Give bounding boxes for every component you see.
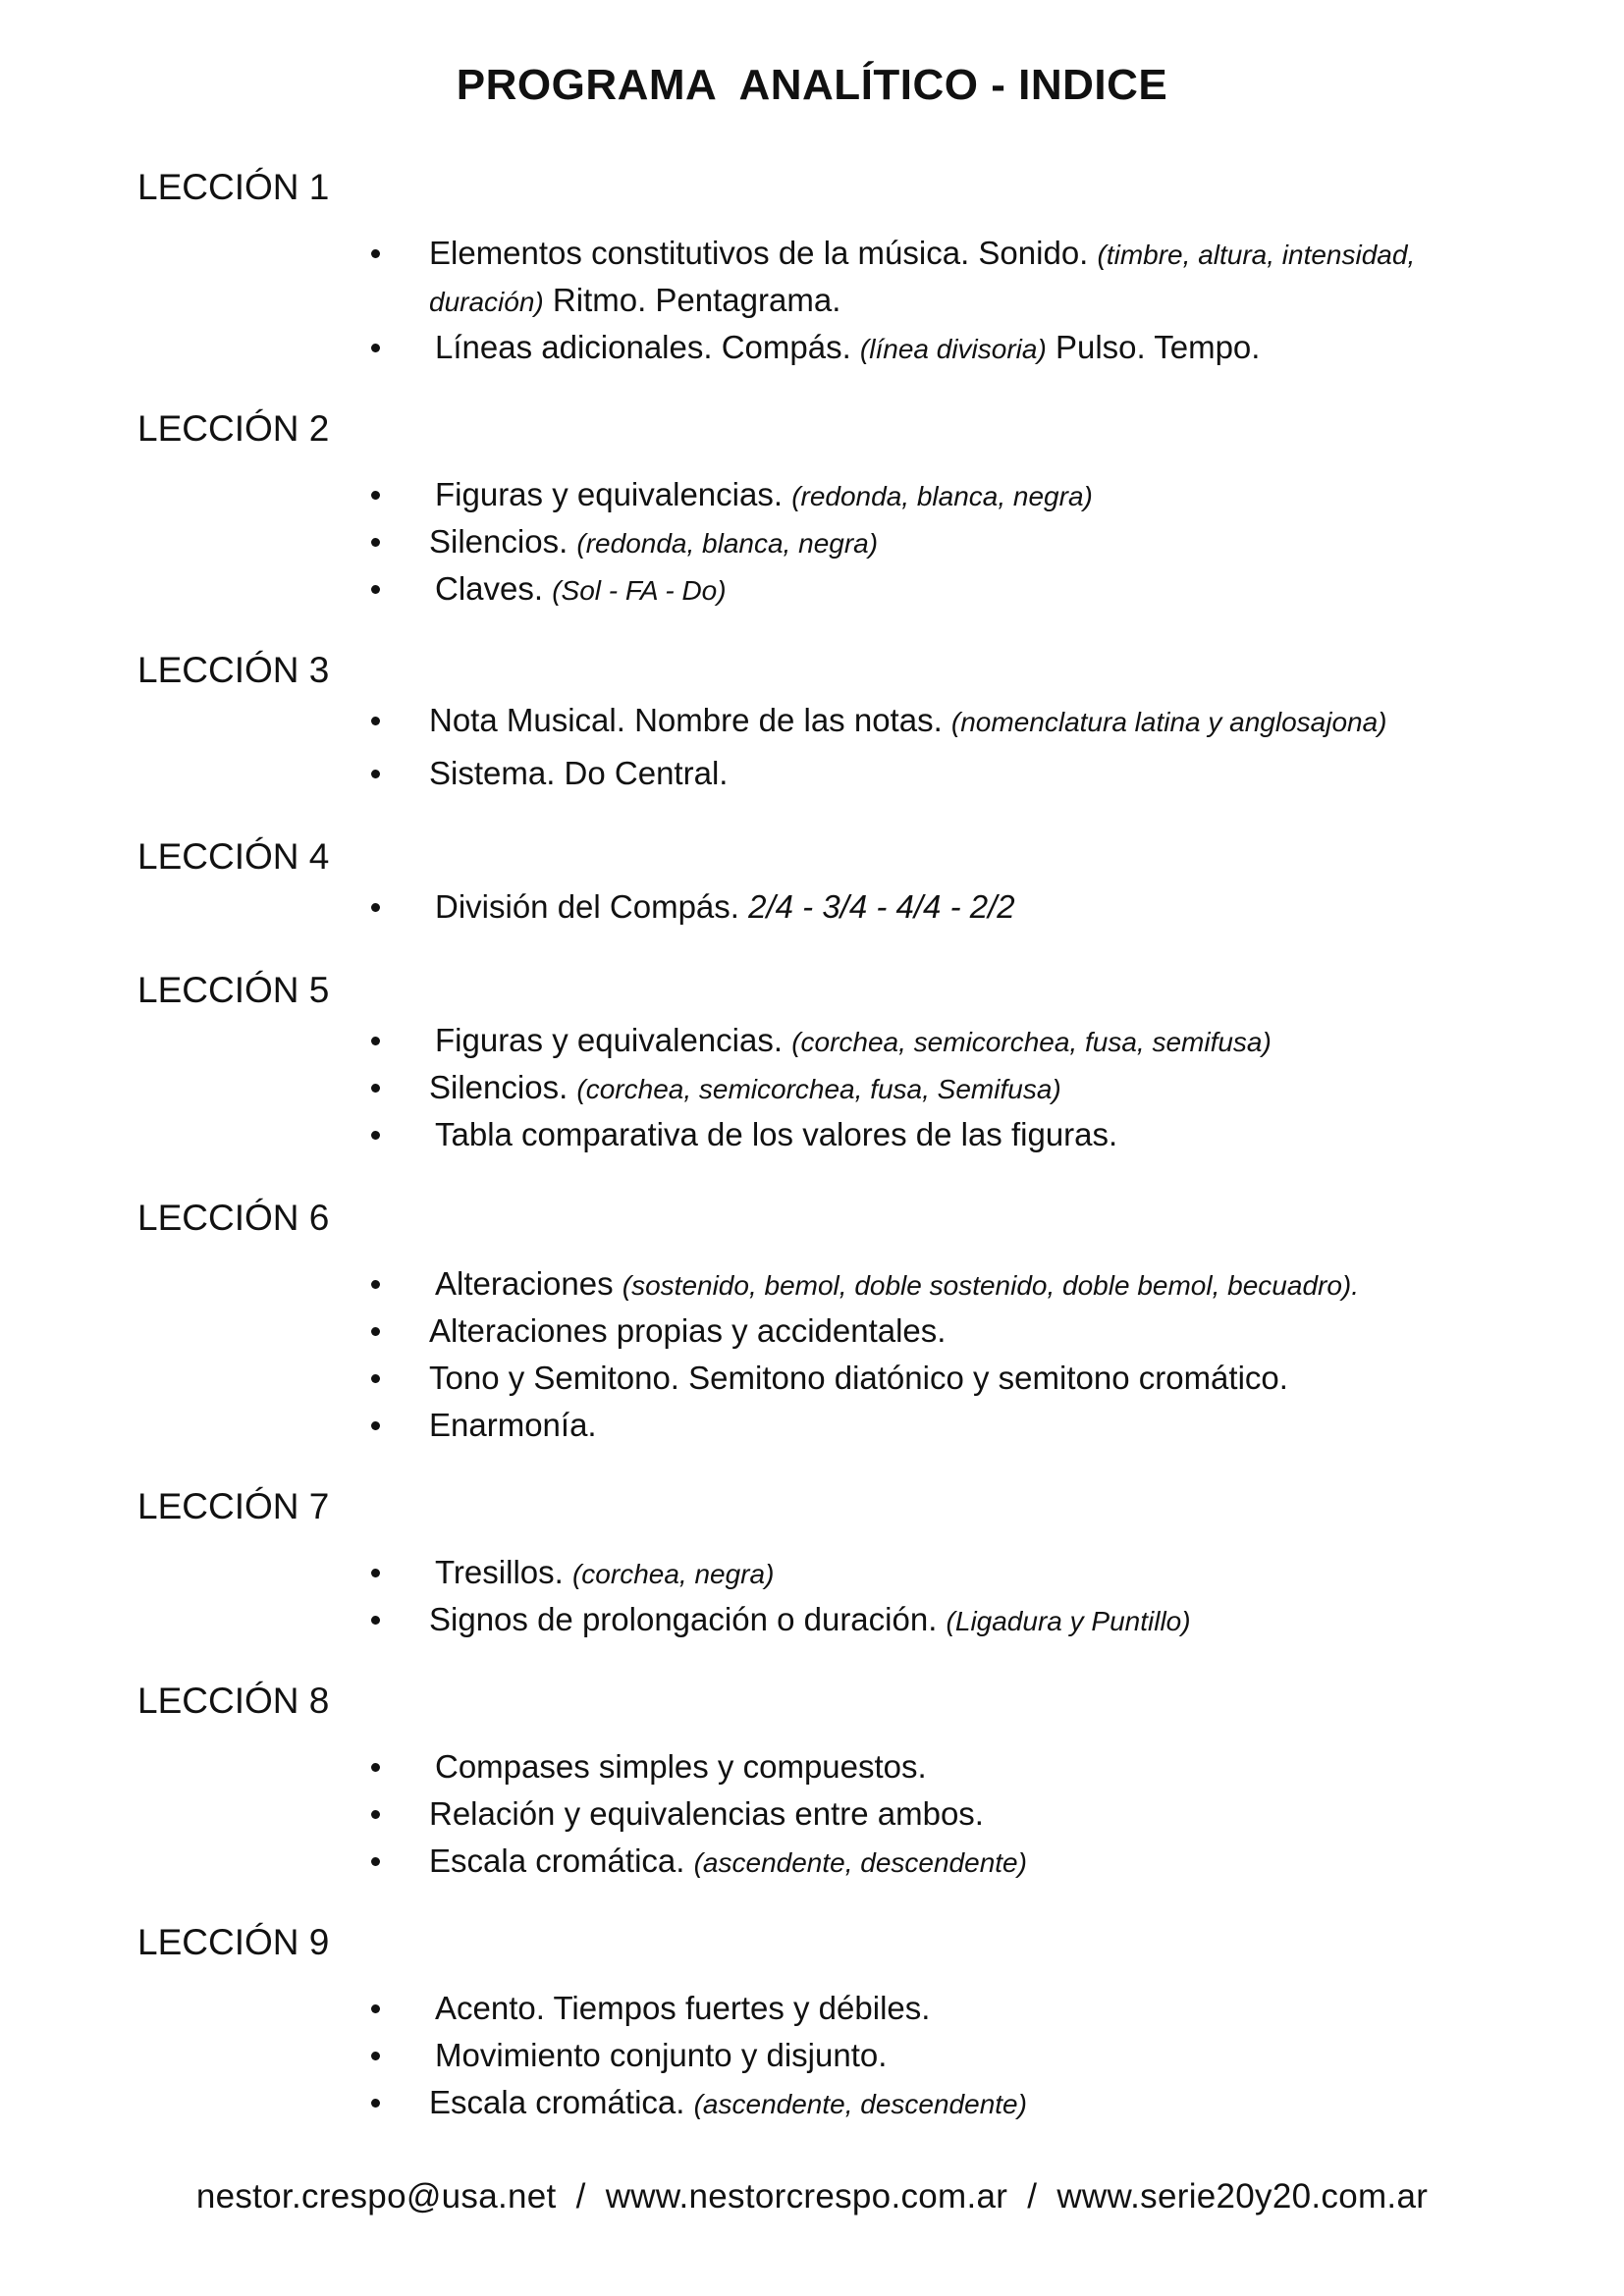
item-text: Alteraciones propias y accidentales. [429, 1312, 947, 1349]
lesson-4-heading: LECCIÓN 4 [137, 836, 330, 877]
bullet-icon [371, 2099, 380, 2108]
bullet-icon [371, 1037, 380, 1045]
bullet-icon [371, 249, 380, 258]
bullet-icon [371, 770, 380, 778]
item-text: Compases simples y compuestos. [435, 1748, 927, 1785]
item-text: Nota Musical. Nombre de las notas. (nomenclatura latina y anglosajona) [429, 702, 1387, 738]
lesson-8-heading: LECCIÓN 8 [137, 1681, 330, 1721]
lesson-9-heading: LECCIÓN 9 [137, 1922, 330, 1962]
item-text: Movimiento conjunto y disjunto. [435, 2037, 888, 2073]
item-text: Enarmonía. [429, 1407, 597, 1443]
lesson-3-heading: LECCIÓN 3 [137, 650, 330, 690]
bullet-icon [371, 585, 380, 594]
item-text: Tresillos. (corchea, negra) [435, 1554, 775, 1590]
lesson-2-heading: LECCIÓN 2 [137, 408, 330, 449]
item-text: Escala cromática. (ascendente, descendente) [429, 1842, 1027, 1879]
bullet-icon [371, 1857, 380, 1866]
item-text: División del Compás. 2/4 - 3/4 - 4/4 - 2/2 [435, 888, 1015, 925]
bullet-icon [371, 538, 380, 547]
bullet-icon [371, 1616, 380, 1625]
bullet-icon [371, 2052, 380, 2060]
item-text: Tabla comparativa de los valores de las figuras. [435, 1116, 1118, 1152]
item-text: Claves. (Sol - FA - Do) [435, 570, 727, 607]
item-text: Silencios. (corchea, semicorchea, fusa, Semifusa) [429, 1069, 1061, 1105]
bullet-icon [371, 344, 380, 352]
bullet-icon [371, 1084, 380, 1093]
bullet-icon [371, 2004, 380, 2013]
item-text: Tono y Semitono. Semitono diatónico y semitono cromático. [429, 1360, 1288, 1396]
bullet-icon [371, 1569, 380, 1577]
item-text: Signos de prolongación o duración. (Ligadura y Puntillo) [429, 1601, 1191, 1637]
item-text: Acento. Tiempos fuertes y débiles. [435, 1990, 931, 2026]
bullet-icon [371, 717, 380, 725]
bullet-icon [371, 1131, 380, 1140]
bullet-icon [371, 1374, 380, 1383]
bullet-icon [371, 1763, 380, 1772]
item-text: Elementos constitutivos de la música. Sonido. (timbre, altura, intensidad, [429, 235, 1416, 271]
bullet-icon [371, 1280, 380, 1289]
item-text: Alteraciones (sostenido, bemol, doble sostenido, doble bemol, becuadro). [435, 1265, 1360, 1302]
lesson-5-heading: LECCIÓN 5 [137, 970, 330, 1010]
bullet-icon [371, 491, 380, 500]
footer-contact: nestor.crespo@usa.net / www.nestorcrespo.com.ar / www.serie20y20.com.ar [195, 2177, 1429, 2216]
item-text: Escala cromática. (ascendente, descendente) [429, 2084, 1027, 2120]
item-text: Líneas adicionales. Compás. (línea divisoria) Pulso. Tempo. [435, 329, 1261, 365]
lesson-7-heading: LECCIÓN 7 [137, 1486, 330, 1526]
page-title: PROGRAMA ANALÍTICO - INDICE [456, 61, 1168, 109]
item-text: Figuras y equivalencias. (redonda, blanca, negra) [435, 476, 1093, 512]
item-text: Relación y equivalencias entre ambos. [429, 1795, 984, 1832]
item-text-continued: duración) Ritmo. Pentagrama. [429, 282, 841, 318]
item-text: Silencios. (redonda, blanca, negra) [429, 523, 879, 560]
bullet-icon [371, 903, 380, 912]
lesson-1-heading: LECCIÓN 1 [137, 167, 330, 207]
bullet-icon [371, 1810, 380, 1819]
item-text: Sistema. Do Central. [429, 755, 729, 791]
lesson-6-heading: LECCIÓN 6 [137, 1198, 330, 1238]
item-text: Figuras y equivalencias. (corchea, semicorchea, fusa, semifusa) [435, 1022, 1272, 1058]
bullet-icon [371, 1421, 380, 1430]
bullet-icon [371, 1327, 380, 1336]
